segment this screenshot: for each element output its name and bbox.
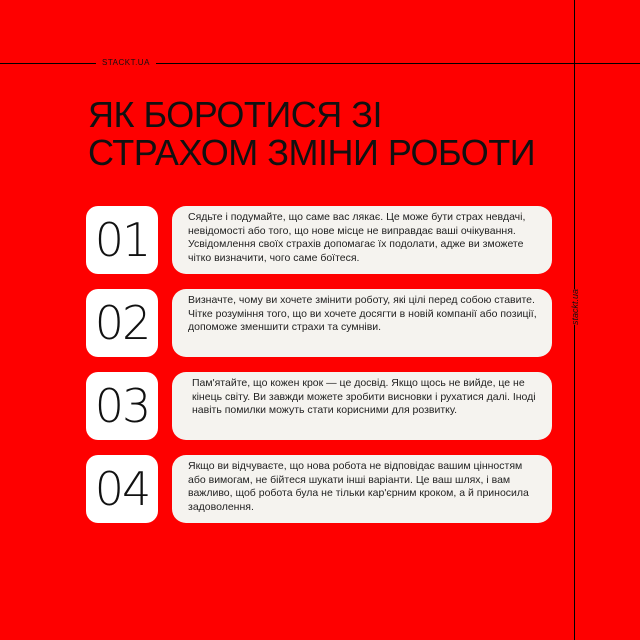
- step-number-1: 01: [86, 206, 158, 274]
- step-text-2: Визначте, чому ви хочете змінити роботу, які цілі перед собою ставите. Чітке розуміння того, що ви хочете досягти в новій компанії або позиції, допоможе зменшити страхи та сумніви.: [172, 289, 552, 357]
- title-line-2: СТРАХОМ ЗМІНИ РОБОТИ: [88, 132, 536, 173]
- step-card-4: [86, 455, 556, 523]
- step-text-3: Пам'ятайте, що кожен крок — це досвід. Якщо щось не вийде, це не кінець світу. Ви завжди можете зробити висновки і рухатися далі. Іноді навіть помилки можуть стати корисними для розвитку.: [172, 372, 552, 440]
- step-number-3: 03: [86, 372, 158, 440]
- step-number-4: 04: [86, 455, 158, 523]
- step-text-4: Якщо ви відчуваєте, що нова робота не відповідає вашим цінностям або вимогам, не бійтеся шукати інші варіанти. Це ваш шлях, і вам важливо, щоб робота була не тільки кар'єрним кроком, а й приносила задоволення.: [172, 455, 552, 523]
- page-title: [88, 96, 535, 172]
- brand-label-side: stackt.ua: [570, 288, 580, 325]
- step-card-3: [86, 372, 556, 440]
- step-card-2: [86, 289, 556, 357]
- step-number-2: 02: [86, 289, 158, 357]
- step-card-1: [86, 206, 556, 274]
- brand-label-top: STACKT.UA: [96, 57, 156, 69]
- step-text-1: Сядьте і подумайте, що саме вас лякає. Це може бути страх невдачі, невідомості або того, що нове місце не виправдає ваші очікування. Усвідомлення своїх страхів допомагає їх подолати, адже ви зможете чітко визначити, чого саме боїтеся.: [172, 206, 552, 274]
- title-line-1: ЯК БОРОТИСЯ ЗІ: [88, 94, 383, 135]
